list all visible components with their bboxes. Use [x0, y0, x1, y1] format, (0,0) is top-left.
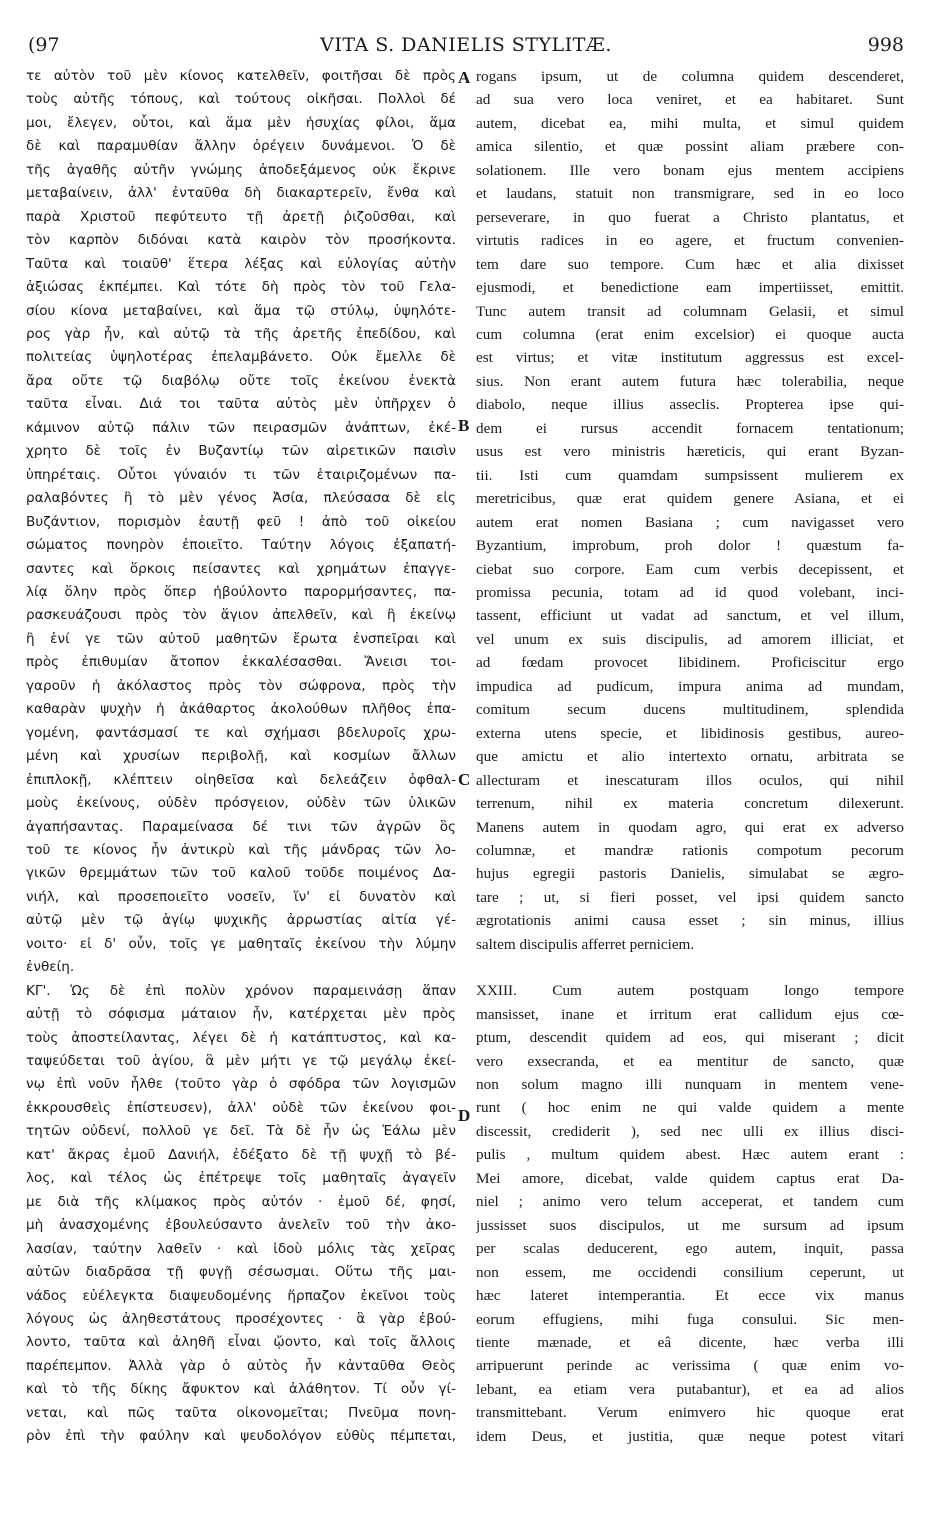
greek-text-line: ραλαβόντες ἣ τὸ μὲν γένος Ἀσία, πλεύσασα δὲ εἰς — [26, 490, 456, 507]
page-number-right: 998 — [867, 34, 904, 56]
latin-text-line: solationem. Ille vero bonam ejus mentem accipiens — [476, 161, 904, 179]
latin-text-line: tem dare suo tempore. Cum hæc et alia dixisset — [476, 255, 904, 273]
margin-marker-b: B — [458, 416, 470, 435]
latin-text-line: diabolo, neque illius asseclis. Propterea ipse qui- — [476, 396, 904, 414]
latin-text-line: perseverare, in quo fuerat a Christo plantatus, et — [476, 208, 904, 226]
latin-text-line: ejusmodi, et benedictione eam impertiisset, emittit. — [476, 279, 904, 297]
latin-text-line: pulis , multum quidem abest. Hæc autem erant : — [476, 1146, 904, 1164]
latin-text-line: comitum secum ducens multitudinem, splendida — [476, 701, 904, 719]
greek-text-line: καὶ τὸ τῆς δίκης ἄφυκτον καὶ ἀλάθητον. Τί οὖν γί- — [26, 1381, 456, 1398]
latin-text-line: amica silentio, et quæ possint aliam præbere con- — [476, 138, 904, 156]
latin-text-line: hæc lateret intemperantia. Et ecce vix manus — [476, 1287, 904, 1305]
greek-text-line: νεται, καὶ πῶς ταῦτα οἰκονομεῖται; Πνεῦμα πονη- — [26, 1404, 456, 1421]
latin-text-line: autem, dicebat ea, mihi multa, et simul quidem — [476, 114, 904, 132]
latin-text-line — [476, 956, 904, 979]
latin-text-line: meretricibus, quæ erat quidem genere Asiana, et ei — [476, 490, 904, 508]
latin-text-line: tii. Isti cum quamdam sumpsissent mulierem ex — [476, 466, 904, 484]
latin-text-line: hujus egregii pastoris Danielis, simulabat se ægro- — [476, 865, 904, 883]
greek-text-line: ταῦτα εἶναι. Διά τοι ταῦτα αὐτὸς μὲν ὑπῆρχεν ὁ — [26, 396, 456, 413]
greek-text-line: με διὰ τῆς κλίμακος πρὸς αὐτόν · ἐμοῦ δέ, φησί, — [26, 1193, 456, 1210]
margin-marker-c: C — [458, 770, 471, 789]
greek-text-line: μοὺς ἐκείνους, οὐδὲν πρόσγειον, οὐδὲν τῶν ὑλικῶν — [26, 795, 456, 812]
latin-column — [476, 65, 904, 1448]
latin-text-line: saltem discipulis afferret perniciem. — [476, 935, 695, 953]
greek-text-line: δὲ καὶ παραμυθίαν ἄλλην ὀρέγειν δυνάμενοι. Ὁ δὲ — [26, 138, 456, 155]
latin-text-line: vero exsecranda, et ea mentitur de sancto, quæ — [476, 1052, 904, 1070]
greek-text-line: ἄρα οὔτε τῷ διαβόλῳ οὔτε τοῖς ἐκείνου ἐνεκτὰ — [26, 372, 456, 389]
latin-text-line: usus est vero ministris hæreticis, qui erant Byzan- — [476, 443, 904, 461]
latin-text-line: ciebat suo corpore. Eam cum verbis decepissent, et — [476, 560, 904, 578]
latin-text-line: promissa pecunia, totam ad id quod volebant, inci- — [476, 583, 904, 601]
greek-text-line: λίᾳ ὅλην πρὸς ὅπερ ἠβούλοντο παρορμήσαντες, πα- — [26, 583, 456, 600]
greek-text-line: γικῶν θρεμμάτων τῶν τοῦ καλοῦ τοῦδε ποιμένος Δα- — [26, 865, 456, 882]
latin-text-line: Tunc autem transit ad columnam Gelasii, et simul — [476, 302, 904, 320]
greek-column — [26, 65, 456, 1449]
latin-text-line: Mei amore, dicebat, valde quidem captus erat Da- — [476, 1169, 904, 1187]
greek-text-line: νάδος εὐέλεγκτα διαψευδομένης ἥρπαζον ἐκεῖνοι τοὺς — [26, 1287, 456, 1304]
latin-text-line: terrenum, nihil ex materia concretum dilexerunt. — [476, 795, 904, 813]
greek-text-line: ρος γὰρ ἦν, καὶ αὐτῷ τὰ τῆς ἀρετῆς ἐπεδίδου, καὶ — [26, 325, 456, 342]
greek-text-line: αὐτῷ μὲν τῷ ἁγίῳ ψυχικῆς ἀρρωστίας αἰτία γέ- — [26, 912, 456, 929]
latin-text-line: Byzantium, improbum, proh dolor ! quæstum fa- — [476, 537, 904, 555]
greek-text-line: ἐκκρουσθεὶς ἐπίστευσεν), ἀλλ' οὐδὲ τῶν ἐκείνου φοι- — [26, 1099, 456, 1116]
greek-text-line: γομένη, φαντάσμασί τε καὶ σχήμασι βδελυροῖς χρω- — [26, 724, 456, 741]
latin-text-line: allecturam et inescaturam illos oculos, qui nihil — [476, 771, 904, 789]
greek-text-line: παρὰ Χριστοῦ πεφύτευτο τῇ ἀρετῇ ῥιζοῦσθαι, καὶ — [26, 208, 456, 225]
latin-text-line: discessit, crediderit ), sed nec ulli ex illius disci- — [476, 1122, 904, 1140]
latin-text-line: sius. Non erant autem futura hæc tolerabilia, neque — [476, 372, 904, 390]
latin-text-line: autem erat nomen Basiana ; cum navigasset vero — [476, 513, 904, 531]
greek-text-line: αὐτῇ τὸ σόφισμα μάταιον ἦν, κατέρχεται μὲν πρὸς — [26, 1006, 456, 1023]
greek-text-line: μοι, ἔλεγεν, οὗτοι, καὶ ἅμα μὲν ἡσυχίας φίλοι, ἅμα — [26, 114, 456, 131]
latin-text-line: tare ; ut, si fieri posset, vel ipsi quidem sancto — [476, 888, 904, 906]
greek-text-line: γαροῦν ἡ ἀκόλαστος πρὸς τὸν σώφρονα, πρὸς τὴν — [26, 677, 456, 694]
latin-text-line: est virtus; et vitæ institutum aggressus est excel- — [476, 349, 904, 367]
greek-text-line: λοντο, ταῦτα καὶ ἀληθῆ εἶναι ᾤοντο, καὶ τοῖς ἄλλοις — [26, 1334, 456, 1351]
latin-text-line: Manens autem in quodam agro, qui erat ex adverso — [476, 818, 904, 836]
greek-text-line: σαντες καὶ ὅρκοις πείσαντες καὶ χρημάτων ἐπαγγε- — [26, 560, 456, 577]
greek-text-line: τοὺς αὐτῆς τόπους, καὶ τούτους οἰκῆσαι. Πολλοὶ δέ — [26, 91, 456, 108]
latin-text-line: per scalas deducerent, ego autem, inquit, passa — [476, 1240, 904, 1258]
greek-text-line: μεταβαίνειν, ἀλλ' ἐνταῦθα δὴ διακαρτερεῖν, ἔνθα καὶ — [26, 185, 456, 202]
latin-text-line: vel unum ex suis discipulis, ad amorem illiciat, et — [476, 630, 904, 648]
greek-text-line: Βυζάντιον, πορισμὸν ἑαυτῇ φεῦ ! ἀπὸ τοῦ οἰκείου — [26, 513, 456, 530]
latin-text-line: lebant, ea etiam vera putabantur), et ea ad alios — [476, 1380, 904, 1398]
greek-text-line: τητῶν οὐδενί, πολλοῦ γε δεῖ. Τὰ δὲ ἦν ὡς Ἑάλω μὲν — [26, 1123, 456, 1140]
latin-text-line: impudica ad pudicum, impura anima ad mundam, — [476, 677, 904, 695]
latin-text-line: mansisset, inane et irritum erat callidum ejus cœ- — [476, 1005, 904, 1023]
latin-text-line: transmittebant. Verum enimvero hic quoque erat — [476, 1404, 904, 1422]
latin-text-line: idem Deus, et justitia, quæ neque potest vitari — [476, 1427, 904, 1445]
greek-text-line: ὑπηρέταις. Οὗτοι γύναιόν τι τῶν ἑταιριζομένων πα- — [26, 466, 456, 483]
latin-text-line: columnæ, et mandræ rationis compotum pecorum — [476, 841, 904, 859]
greek-text-line: ἢ ἑνί γε τῶν αὐτοῦ μαθητῶν ἔρωτα ἐνσπεῖραι καὶ — [26, 630, 456, 647]
greek-text-line: παρέπεμπον. Ἀλλὰ γὰρ ὁ αὐτὸς ἦν κἀνταῦθα Θεὸς — [26, 1357, 456, 1374]
margin-marker-d: D — [458, 1106, 471, 1125]
latin-text-line: non solum magno illi nunquam in mentem vene- — [476, 1076, 904, 1094]
page-header — [28, 34, 904, 64]
latin-text-line: ad sua vero loca veniret, et ea habitaret. Sunt — [476, 91, 904, 109]
latin-text-line: runt ( hoc enim ne qui valde quidem a mente — [476, 1099, 904, 1117]
greek-text-line: μὴ ἀνασχομένης ἐβουλεύσαντο ἀνελεῖν τοῦ τὴν ἀκο- — [26, 1217, 456, 1234]
latin-text-line: dem ei rursus accendit fornacem tentationum; — [476, 419, 904, 437]
latin-text-line: XXIII. Cum autem postquam longo tempore — [476, 982, 904, 1000]
greek-text-line: ρασκευάζουσι πρὸς τὸν ἅγιον ἀπελθεῖν, καὶ ἢ ἐκείνῳ — [26, 607, 456, 624]
greek-text-line: ρὸν ἐπὶ τὴν φαύλην καὶ ψευδολόγον εὐθὺς πέμπεται, — [26, 1428, 456, 1445]
greek-text-line: καθαρὰν ψυχὴν ἡ ἀκάθαρτος ἀκολούθων πλῆθος ἐπα- — [26, 701, 456, 718]
latin-text-line: ægrotationis animi causa esset ; sin minus, illius — [476, 912, 904, 930]
latin-text-line: externa utens specie, et libidinosis gestibus, aureo- — [476, 724, 904, 742]
latin-text-line: virtutis radices in eo agere, et fructum convenien- — [476, 232, 904, 250]
latin-text-line: jussisset suos discipulos, ut me sursum ad ipsum — [476, 1216, 904, 1234]
greek-text-line: ταψεύδεται τοῦ ἁγίου, ἃ μὲν μήτι γε τῷ μεγάλῳ ἐκεί- — [26, 1053, 456, 1070]
latin-text-line: que amictu et alio intertexto ornatu, arbitrata se — [476, 748, 904, 766]
greek-text-line: Ταῦτα καὶ τοιαῦθ' ἕτερα λέξας καὶ εὐλογίας αὐτὴν — [26, 255, 456, 272]
greek-text-line: σώματος πονηρὸν ἐποιεῖτο. Ταύτην λόγοις ἐξαπατή- — [26, 537, 456, 554]
greek-text-line: ἐπιπλοκῇ, κλέπτειν οἰηθεῖσα καὶ δελεάζειν ὀφθαλ- — [26, 771, 456, 788]
greek-text-line: τὸν καρπὸν διδόναι κατὰ καιρὸν τὸν προσήκοντα. — [26, 232, 456, 249]
margin-marker-a: A — [458, 68, 471, 87]
greek-text-line: νιήλ, καὶ προσεποιεῖτο νοσεῖν, ἵν' εἰ δυνατὸν καὶ — [26, 888, 456, 905]
greek-text-line: τῆς ἀγαθῆς αὐτῆν γνώμης ἀποδεξάμενος οὐκ ἔκρινε — [26, 161, 456, 178]
greek-text-line: κατ' ἄκρας ἐμοῦ Δανιήλ, ἐδέξατο δὲ τῇ ψυχῇ τὸ βέ- — [26, 1146, 456, 1163]
latin-text-line: arripuerunt perinde ac verissima ( quæ enim vo- — [476, 1357, 904, 1375]
greek-text-line: ἀξιώσας ἐκπέμπει. Καὶ τότε δὴ πρὸς τὸν τοῦ Γελα- — [26, 279, 456, 296]
greek-text-line: χρητο δὲ τοῖς ἐν Βυζαντίῳ τῶν αἱρετικῶν παισὶν — [26, 443, 456, 460]
latin-text-line: non essem, me occidendi consilium ceperunt, ut — [476, 1263, 904, 1281]
greek-text-line: αὐτῶν διαδρᾶσα τῇ φυγῇ σέσωσμαι. Οὕτω τῆς μαι- — [26, 1264, 456, 1281]
greek-text-line: μένη καὶ χρυσίων περιβολῇ, καὶ κοσμίων ἄλλων — [26, 748, 456, 765]
latin-text-line: eorum effugiens, mihi fuga consului. Sic men- — [476, 1310, 904, 1328]
greek-text-line: τοῦ τε κίονος ἦν ἀντικρὺ καὶ τῆς μάνδρας τῶν λο- — [26, 841, 456, 858]
latin-text-line: ptum, descendit quidem ad eos, qui miserant ; dicit — [476, 1029, 904, 1047]
greek-text-line: τοὺς ἀποστείλαντας, λέγει δὲ ἡ κατάπτυστος, καὶ κα- — [26, 1029, 456, 1046]
latin-text-line: cum columna (erat enim excelsior) ei quoque aucta — [476, 325, 904, 343]
greek-text-line: λόγους ὡς ἀληθεστάτους προσέχοντες · ἃ γὰρ ἐβού- — [26, 1311, 456, 1328]
greek-text-line: πρὸς ἐπιθυμίαν ἄτοπον ἐκκαλέσασθαι. Ἄνεισι τοι- — [26, 654, 456, 671]
greek-text-line: ἐνθείη. — [26, 959, 75, 976]
latin-text-line: rogans ipsum, ut de columna quidem descenderet, — [476, 68, 904, 85]
greek-text-line: λος, καὶ τέλος ὡς ἐπέτρεψε τοῖς μαθηταῖς ἀγαγεῖν — [26, 1170, 456, 1187]
greek-text-line: λασίαν, ταύτην λαθεῖν · καὶ ἰδοὺ μόλις τὰς χεῖρας — [26, 1240, 456, 1257]
page-number-left: (97 — [28, 34, 60, 56]
greek-text-line: κάμινον αὐτῷ πάλιν τῶν πειρασμῶν ἀνάπτων, ἐκέ- — [26, 419, 456, 436]
greek-text-line: σίου κίονα μεταβαίνει, καὶ ἅμα τῷ στύλῳ, ὑψηλότε- — [26, 302, 456, 319]
latin-text-line: et laudans, statuit non transmigrare, sed in eo loco — [476, 185, 904, 203]
latin-text-line: tassent, efficiunt ut vadat ad sanctum, et vel illum, — [476, 607, 904, 625]
latin-text-line: ad fœdam provocet libidinem. Proficiscitur ergo — [476, 654, 904, 672]
running-title: VITA S. DANIELIS STYLITÆ. — [320, 34, 612, 56]
greek-text-line: πολιτείας ὑψηλοτέρας ἐπελαμβάνετο. Οὐκ ἔμελλε δὲ — [26, 349, 456, 366]
greek-text-line: ἀγαπήσαντας. Παραμείνασα δέ τινι τῶν ἀγρῶν ὃς — [26, 818, 456, 835]
greek-text-line: ΚΓ'. Ὡς δὲ ἐπὶ πολὺν χρόνον παραμεινάσῃ ἅπαν — [26, 982, 456, 999]
greek-text-line: τε αὐτὸν τοῦ μὲν κίονος κατελθεῖν, φοιτῆσαι δὲ πρὸς — [26, 68, 456, 84]
greek-text-line: νῳ ἐπὶ νοῦν ἦλθε (τοῦτο γὰρ ὁ σφόδρα τῶν λογισμῶν — [26, 1076, 456, 1093]
greek-text-line: νοιτο· εἰ δ' οὖν, τοῖς γε μαθηταῖς ἐκείνου τὴν λύμην — [26, 935, 456, 952]
latin-text-line: tiente mænade, et eâ dicente, hæc verba illi — [476, 1334, 904, 1352]
latin-text-line: niel ; animo vero telum acceperat, et tandem cum — [476, 1193, 904, 1211]
